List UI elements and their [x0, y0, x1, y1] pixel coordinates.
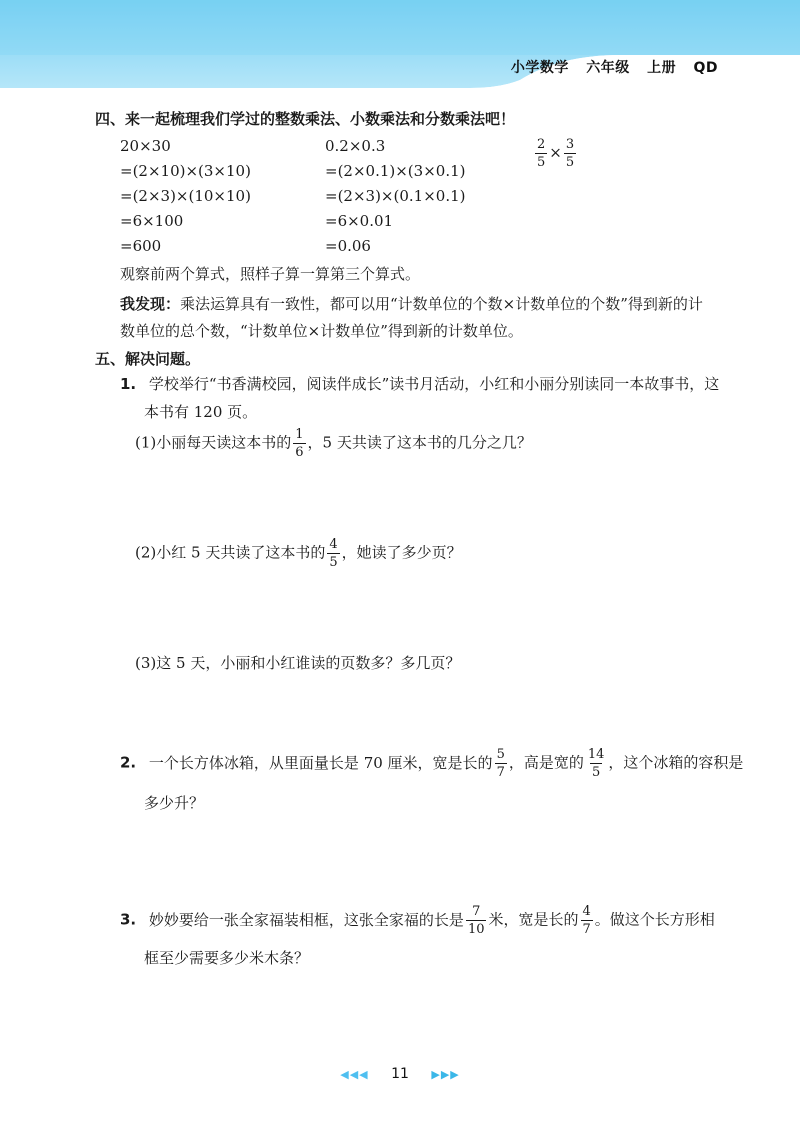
- fraction-1-6: $\frac{1}{6}$: [295, 427, 304, 460]
- section4-title: 四、来一起梳理我们学过的整数乘法、小数乘法和分数乘法吧！: [95, 110, 516, 128]
- left-arrows-icon: ◀◀◀: [340, 1068, 369, 1081]
- observe-text: 观察前两个算式，照样子算一算第三个算式。: [120, 265, 421, 283]
- col1-line-5: =600: [120, 237, 162, 255]
- fraction-4-5: $\frac{4}{5}$: [329, 537, 338, 570]
- times-sign: ×: [549, 143, 562, 162]
- fraction-5-7: $\frac{5}{7}$: [496, 747, 505, 780]
- q1-part3: (3)这 5 天，小丽和小红谁读的页数多？多几页？: [135, 654, 461, 672]
- header-subject: 小学数学: [510, 60, 569, 76]
- fraction-4-7: $\frac{4}{7}$: [582, 904, 591, 937]
- discovery-label: 我发现：: [120, 295, 181, 313]
- q2-line-1: 2. 一个长方体冰箱，从里面量长是 70 厘米，宽是长的 $\frac{5}{7}$ ，高是宽的 $\frac{14}{5}$ ，这个冰箱的容积是: [120, 747, 744, 780]
- page-number: 11: [391, 1066, 409, 1082]
- q2-line-2: 多少升？: [144, 794, 205, 812]
- col2-line-2: =(2×0.1)×(3×0.1): [325, 162, 466, 180]
- fraction-14-5: $\frac{14}{5}$: [587, 747, 605, 780]
- q1-line-2: 本书有 120 页。: [144, 403, 258, 421]
- col1-line-2: =(2×10)×(3×10): [120, 162, 251, 180]
- q1-part1: (1)小丽每天读这本书的 $\frac{1}{6}$ ，5 天共读了这本书的几分之几？: [135, 427, 532, 460]
- fraction-2-5: $\frac{2}{5}$: [537, 137, 546, 170]
- section5-title: 五、解决问题。: [95, 350, 201, 368]
- header-title: [499, 57, 718, 77]
- q3-line-2: 框至少需要多少米木条？: [144, 949, 310, 967]
- q1-number: 1.: [120, 375, 137, 393]
- page-footer: [0, 1066, 800, 1082]
- col1-line-4: =6×100: [120, 212, 184, 230]
- q3-line-1: 3. 妙妙要给一张全家福装相框，这张全家福的长是 $\frac{7}{10}$ 米，宽是长的 $\frac{4}{7}$ 。做这个长方形相: [120, 904, 715, 937]
- col2-line-5: =0.06: [325, 237, 371, 255]
- q1-line-1: 1. 学校举行“书香满校园，阅读伴成长”读书月活动，小红和小丽分别读同一本故事书，这: [120, 375, 720, 393]
- col2-line-1: 0.2×0.3: [325, 137, 386, 155]
- q1-part2: (2)小红 5 天共读了这本书的 $\frac{4}{5}$ ，她读了多少页？: [135, 537, 462, 570]
- col2-line-4: =6×0.01: [325, 212, 394, 230]
- discovery-line-2: 数单位的总个数，“计数单位×计数单位”得到新的计数单位。: [120, 322, 523, 340]
- header-edition: QD: [693, 60, 718, 76]
- col1-line-3: =(2×3)×(10×10): [120, 187, 251, 205]
- col3-fraction-expression: [533, 138, 578, 169]
- q3-number: 3.: [120, 910, 137, 929]
- q2-number: 2.: [120, 753, 137, 772]
- col2-line-3: =(2×3)×(0.1×0.1): [325, 187, 466, 205]
- header-volume: 上册: [647, 60, 677, 76]
- fraction-7-10: $\frac{7}{10}$: [467, 904, 485, 937]
- header-grade: 六年级: [586, 60, 630, 76]
- col1-line-1: 20×30: [120, 137, 171, 155]
- fraction-3-5: $\frac{3}{5}$: [565, 137, 575, 170]
- right-arrows-icon: ▶▶▶: [431, 1068, 460, 1081]
- discovery-line-1: 我发现：乘法运算具有一致性，都可以用“计数单位的个数×计数单位的个数”得到新的计: [120, 295, 703, 313]
